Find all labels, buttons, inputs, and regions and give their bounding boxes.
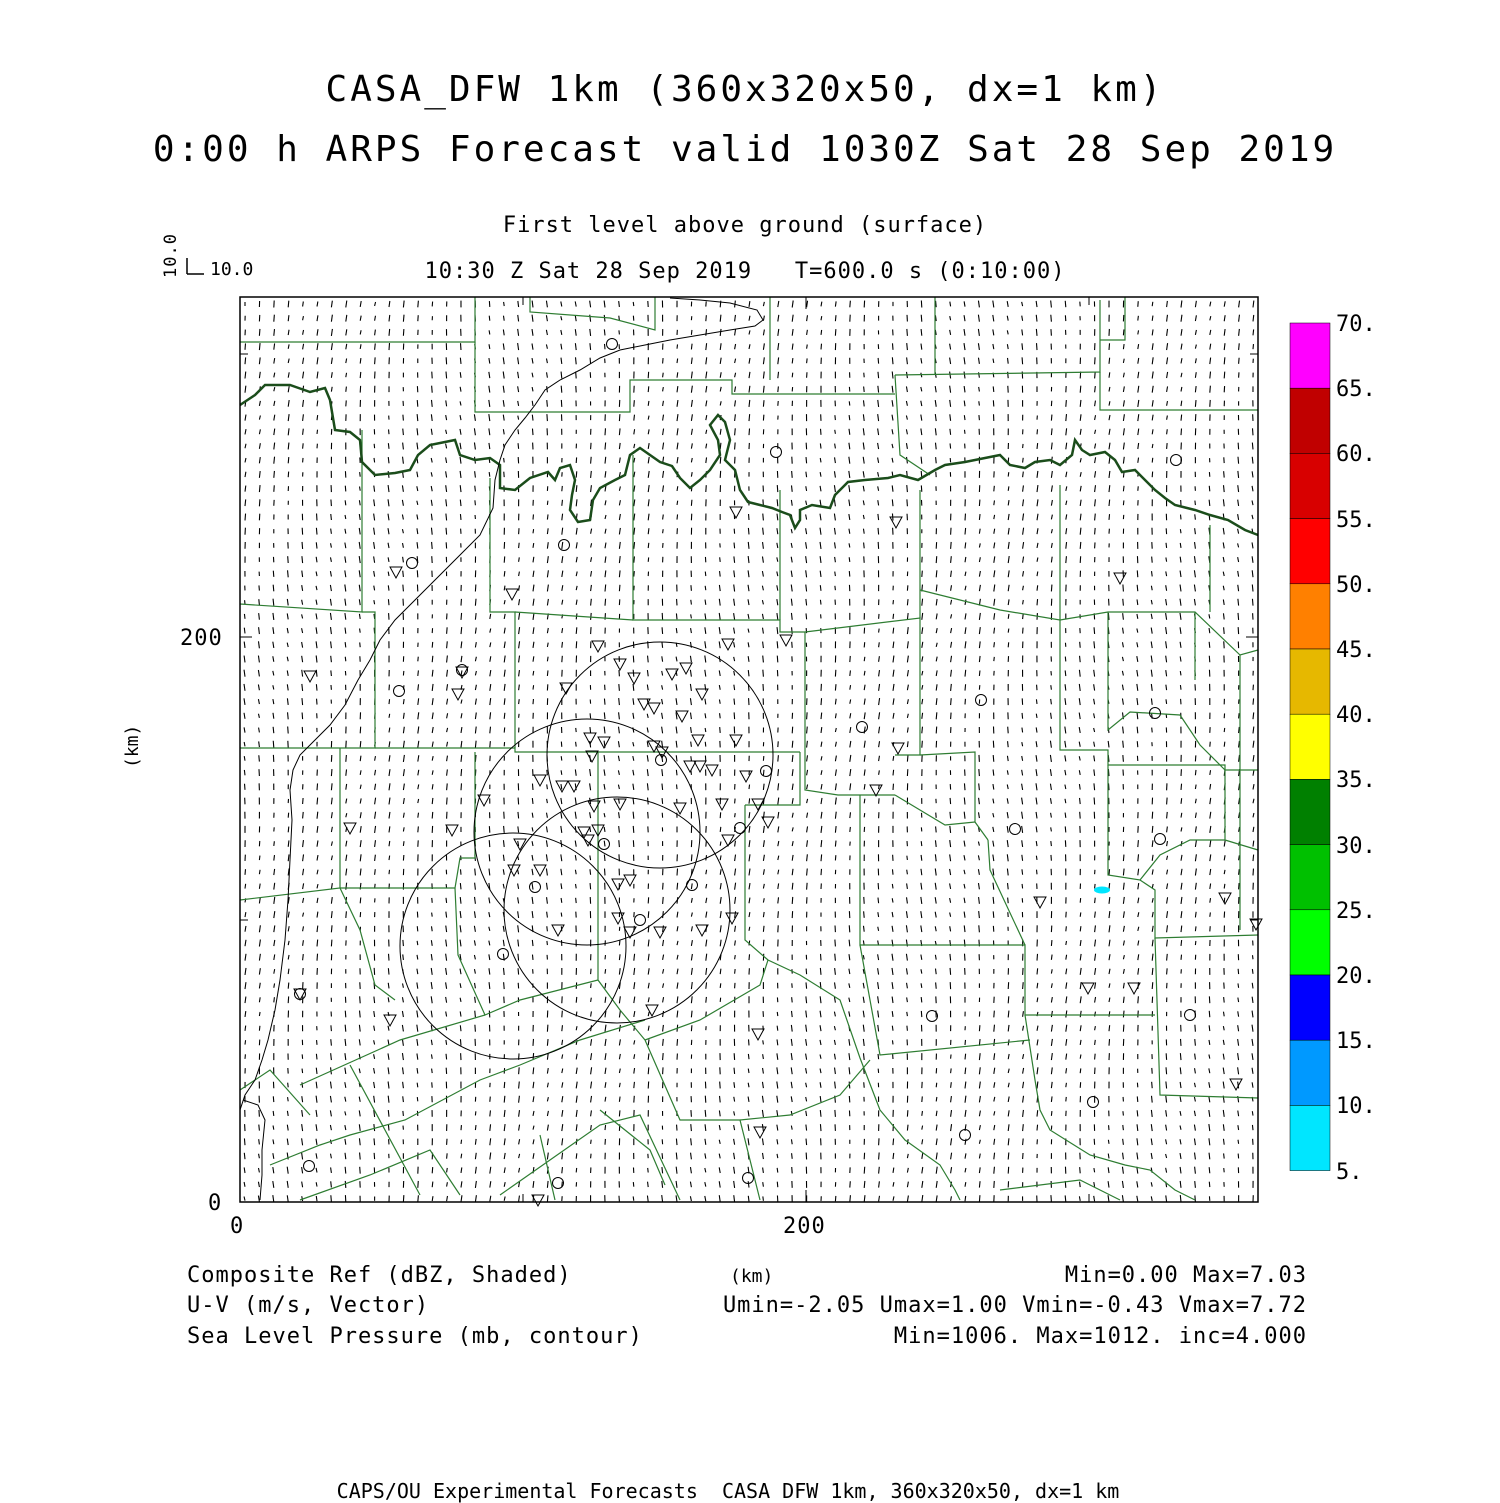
station-circle xyxy=(530,882,541,893)
station-triangle xyxy=(752,1029,764,1040)
colorbar-label: 10. xyxy=(1336,1094,1376,1119)
colorbar-label: 50. xyxy=(1336,573,1376,598)
colorbar-label: 30. xyxy=(1336,834,1376,859)
colorbar-swatch xyxy=(1290,779,1330,844)
radar-range-rings xyxy=(400,642,773,1059)
station-triangle xyxy=(730,507,742,518)
station-triangle xyxy=(730,735,742,746)
station-triangle xyxy=(654,927,666,938)
station-triangle xyxy=(344,823,356,834)
station-triangle xyxy=(780,635,792,646)
colorbar-swatch xyxy=(1290,323,1330,388)
station-circle xyxy=(394,686,405,697)
station-triangle xyxy=(614,659,626,670)
station-triangle xyxy=(614,799,626,810)
main-title: CASA_DFW 1km (360x320x50, dx=1 km) xyxy=(0,72,1490,108)
colorbar-label: 40. xyxy=(1336,703,1376,728)
station-circle xyxy=(599,839,610,850)
station-triangle xyxy=(514,839,526,850)
colorbar-swatch xyxy=(1290,714,1330,779)
station-triangle xyxy=(676,711,688,722)
x-axis-label: (km) xyxy=(730,1268,773,1286)
y-tick-200: 200 xyxy=(180,628,223,650)
station-circle xyxy=(1155,834,1166,845)
x-tick-0: 0 xyxy=(230,1216,244,1238)
field3-stats: Min=1006. Max=1012. inc=4.000 xyxy=(894,1326,1307,1348)
station-circle xyxy=(304,1161,315,1172)
station-circle xyxy=(635,915,646,926)
y-axis-label: (km) xyxy=(124,725,142,768)
colorbar-swatch xyxy=(1290,845,1330,910)
colorbar-swatch xyxy=(1290,388,1330,453)
reflectivity-echo xyxy=(1094,887,1110,894)
station-circle xyxy=(1088,1097,1099,1108)
colorbar-label: 60. xyxy=(1336,442,1376,467)
station-triangle xyxy=(1034,897,1046,908)
station-circle xyxy=(1171,455,1182,466)
station-triangle xyxy=(586,751,598,762)
colorbar-swatch xyxy=(1290,975,1330,1040)
pressure-contours xyxy=(240,298,763,1200)
station-circle xyxy=(761,766,772,777)
station-triangle xyxy=(716,799,728,810)
station-triangle xyxy=(1250,919,1262,930)
y-tick-0: 0 xyxy=(208,1193,222,1215)
colorbar-label: 65. xyxy=(1336,377,1376,402)
colorbar-label: 45. xyxy=(1336,638,1376,663)
colorbar xyxy=(1290,323,1330,1171)
colorbar-swatch xyxy=(1290,910,1330,975)
station-circle xyxy=(607,339,618,350)
colorbar-label: 35. xyxy=(1336,768,1376,793)
field2-stats: Umin=-2.05 Umax=1.00 Vmin=-0.43 Vmax=7.72 xyxy=(723,1295,1307,1317)
station-triangle xyxy=(1082,983,1094,994)
vector-key xyxy=(187,258,204,274)
station-triangle xyxy=(592,641,604,652)
station-triangle xyxy=(740,771,752,782)
station-triangle xyxy=(556,781,568,792)
station-circle xyxy=(857,722,868,733)
station-triangle xyxy=(706,765,718,776)
station-circle xyxy=(960,1130,971,1141)
station-triangle xyxy=(890,517,902,528)
station-triangle xyxy=(680,663,692,674)
field3-label: Sea Level Pressure (mb, contour) xyxy=(187,1326,643,1348)
station-circle xyxy=(1010,824,1021,835)
station-triangle xyxy=(722,639,734,650)
station-triangle xyxy=(694,761,706,772)
colorbar-label: 55. xyxy=(1336,508,1376,533)
station-triangle xyxy=(692,735,704,746)
station-circle xyxy=(559,540,570,551)
time-subtitle: 10:30 Z Sat 28 Sep 2019 T=600.0 s (0:10:00) xyxy=(0,261,1490,283)
colorbar-label: 5. xyxy=(1336,1160,1363,1185)
colorbar-swatch xyxy=(1290,649,1330,714)
station-triangle xyxy=(578,827,590,838)
station-triangle xyxy=(674,803,686,814)
station-circle xyxy=(771,447,782,458)
colorbar-label: 15. xyxy=(1336,1029,1376,1054)
field2-label: U-V (m/s, Vector) xyxy=(187,1295,429,1317)
colorbar-swatch xyxy=(1290,584,1330,649)
x-tick-200: 200 xyxy=(783,1216,826,1238)
station-triangle xyxy=(390,567,402,578)
colorbar-label: 70. xyxy=(1336,312,1376,337)
station-circle xyxy=(407,558,418,569)
colorbar-swatch xyxy=(1290,1040,1330,1105)
colorbar-label: 20. xyxy=(1336,964,1376,989)
station-triangle xyxy=(612,879,624,890)
station-triangle xyxy=(452,689,464,700)
level-subtitle: First level above ground (surface) xyxy=(0,215,1490,237)
station-triangle xyxy=(1114,573,1126,584)
station-circle xyxy=(735,823,746,834)
station-triangle xyxy=(534,775,546,786)
station-triangle xyxy=(446,825,458,836)
station-triangle xyxy=(722,835,734,846)
station-triangle xyxy=(754,1127,766,1138)
station-circle xyxy=(1185,1010,1196,1021)
station-triangle xyxy=(648,703,660,714)
wind-vectors xyxy=(244,301,1254,1203)
station-triangle xyxy=(506,589,518,600)
station-triangle xyxy=(534,865,546,876)
station-triangle xyxy=(638,699,650,710)
colorbar-label: 25. xyxy=(1336,899,1376,924)
vector-key-u-label: 10.0 xyxy=(210,261,253,279)
station-triangle xyxy=(568,781,580,792)
colorbar-swatch xyxy=(1290,519,1330,584)
station-circle xyxy=(976,695,987,706)
colorbar-swatch xyxy=(1290,1105,1330,1170)
field1-label: Composite Ref (dBZ, Shaded) xyxy=(187,1265,572,1287)
station-circle xyxy=(295,989,306,1000)
station-triangle xyxy=(646,1005,658,1016)
colorbar-swatch xyxy=(1290,453,1330,518)
station-triangle xyxy=(304,671,316,682)
station-triangle xyxy=(726,913,738,924)
station-triangle xyxy=(684,761,696,772)
vector-key-v-label: 10.0 xyxy=(163,233,180,278)
credit-line: CAPS/OU Experimental Forecasts CASA DFW 1km, 360x320x50, dx=1 km xyxy=(0,1481,1456,1501)
station-triangle xyxy=(1230,1079,1242,1090)
station-triangle xyxy=(870,785,882,796)
forecast-title: 0:00 h ARPS Forecast valid 1030Z Sat 28 Sep 2019 xyxy=(0,132,1490,168)
station-triangle xyxy=(696,689,708,700)
station-triangle xyxy=(384,1015,396,1026)
field1-stats: Min=0.00 Max=7.03 xyxy=(1065,1265,1307,1287)
